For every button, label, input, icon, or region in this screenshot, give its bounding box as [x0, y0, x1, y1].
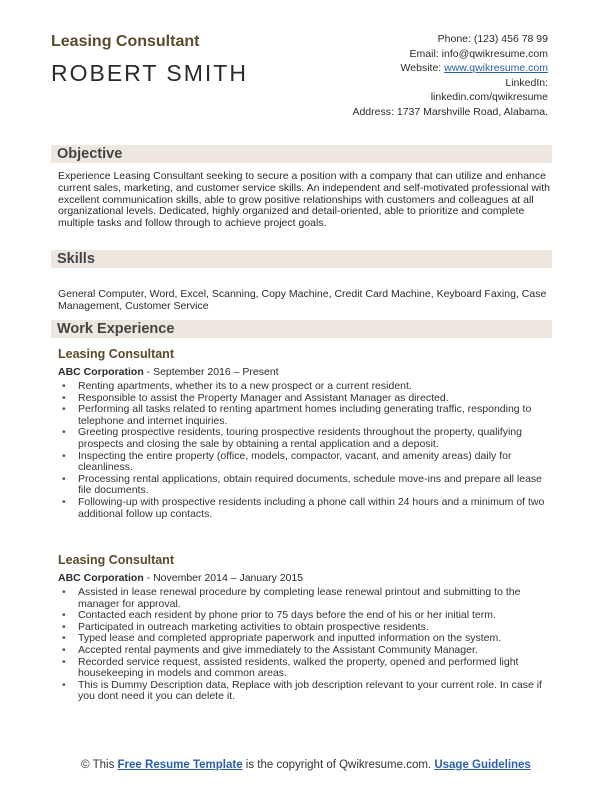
list-item: • Accepted rental payments and give immediately to the Assistant Community Manager. [58, 645, 552, 657]
objective-text: Experience Leasing Consultant seeking to secure a position with a company that can utilize and enhance current sales, marketing, and customer service skills. An independent and self-motivated professional with excellent communication skills, able to grow positive relationships with customers and colleagues at all organizational levels. Dedicated, highly organized and detail-oriented, able to prioritize and complete multiple tasks and follow through to achieve project goals. [58, 170, 550, 230]
contact-linkedin-label: LinkedIn: [505, 76, 548, 89]
contact-email [308, 47, 548, 62]
phone-label: Phone: [437, 33, 471, 45]
phone-value: (123) 456 78 99 [473, 33, 548, 45]
work-experience-heading: Work Experience [51, 320, 552, 338]
skills-heading: Skills [51, 250, 552, 268]
address-value: 1737 Marshville Road, Alabama. [396, 105, 548, 118]
email-value: info@qwikresume.com [441, 47, 548, 60]
list-item: • Processing rental applications, obtain required documents, schedule move-ins and prepare all lease file documents. [58, 474, 552, 497]
contact-linkedin-value: linkedin.com/qwikresume [430, 91, 548, 103]
list-item: • Inspecting the entire property (office, models, compactor, vacant, and amenity areas) daily for cleanliness. [58, 451, 552, 474]
contact-website [308, 61, 548, 76]
usage-guidelines-link[interactable]: Usage Guidelines [434, 759, 531, 771]
job-meta [58, 366, 552, 378]
list-item: • Typed lease and completed appropriate paperwork and inputted information on the system. [58, 633, 552, 645]
job-role: Leasing Consultant [58, 347, 174, 361]
list-item: • Responsible to assist the Property Manager and Assistant Manager as directed. [58, 393, 552, 405]
footer-middle: is the copyright of Qwikresume.com. [242, 759, 435, 771]
footer-prefix: © This [81, 759, 118, 771]
job-entry-1 [58, 347, 552, 520]
list-item: • Following-up with prospective residents including a phone call within 24 hours and a minimum of two additional follow up contacts. [58, 497, 552, 520]
job-dates: - November 2014 – January 2015 [143, 572, 304, 584]
address-label: Address: [352, 105, 394, 118]
contact-address [308, 105, 548, 120]
job-company: ABC Corporation [58, 572, 144, 584]
website-label: Website: [400, 62, 442, 74]
job-title: Leasing Consultant [51, 33, 200, 50]
job-company: ABC Corporation [58, 366, 144, 378]
website-link[interactable]: www.qwikresume.com [444, 62, 548, 74]
job-meta [58, 572, 552, 584]
contact-phone [308, 32, 548, 47]
job-entry-2 [58, 553, 552, 703]
list-item: • Assisted in lease renewal procedure by completing lease renewal printout and submitting to the manager for approval. [58, 587, 552, 610]
list-item: • Renting apartments, whether its to a new prospect or a current resident. [58, 381, 552, 393]
job-duties-list [58, 381, 552, 520]
copyright-footer [0, 759, 612, 772]
skills-text: General Computer, Word, Excel, Scanning, Copy Machine, Credit Card Machine, Keyboard Faxing, Case Management, Customer Service [58, 288, 547, 312]
list-item: • Recorded service request, assisted residents, walked the property, opened and performed light housekeeping in models and common areas. [58, 657, 552, 680]
list-item: • Greeting prospective residents, touring prospective residents throughout the property, qualifying prospects and closing the sale by obtaining a rental application and a deposit. [58, 427, 552, 450]
job-dates: - September 2016 – Present [143, 366, 279, 378]
list-item: • Participated in outreach marketing activities to obtain prospective residents. [58, 622, 552, 634]
email-label: Email: [409, 47, 439, 60]
objective-heading: Objective [51, 145, 552, 163]
candidate-name: ROBERT SMITH [51, 60, 248, 86]
free-resume-template-link[interactable]: Free Resume Template [117, 759, 243, 771]
job-role: Leasing Consultant [58, 553, 174, 567]
list-item: • Performing all tasks related to renting apartment homes including generating traffic, responding to telephone and internet inquiries. [58, 404, 552, 427]
resume-header [0, 0, 612, 140]
list-item: • This is Dummy Description data, Replace with job description relevant to your current role. In case if you dont need it you can delete it. [58, 680, 552, 703]
contact-block [308, 32, 548, 119]
job-duties-list [58, 587, 552, 703]
list-item: • Contacted each resident by phone prior to 75 days before the end of his or her initial term. [58, 610, 552, 622]
